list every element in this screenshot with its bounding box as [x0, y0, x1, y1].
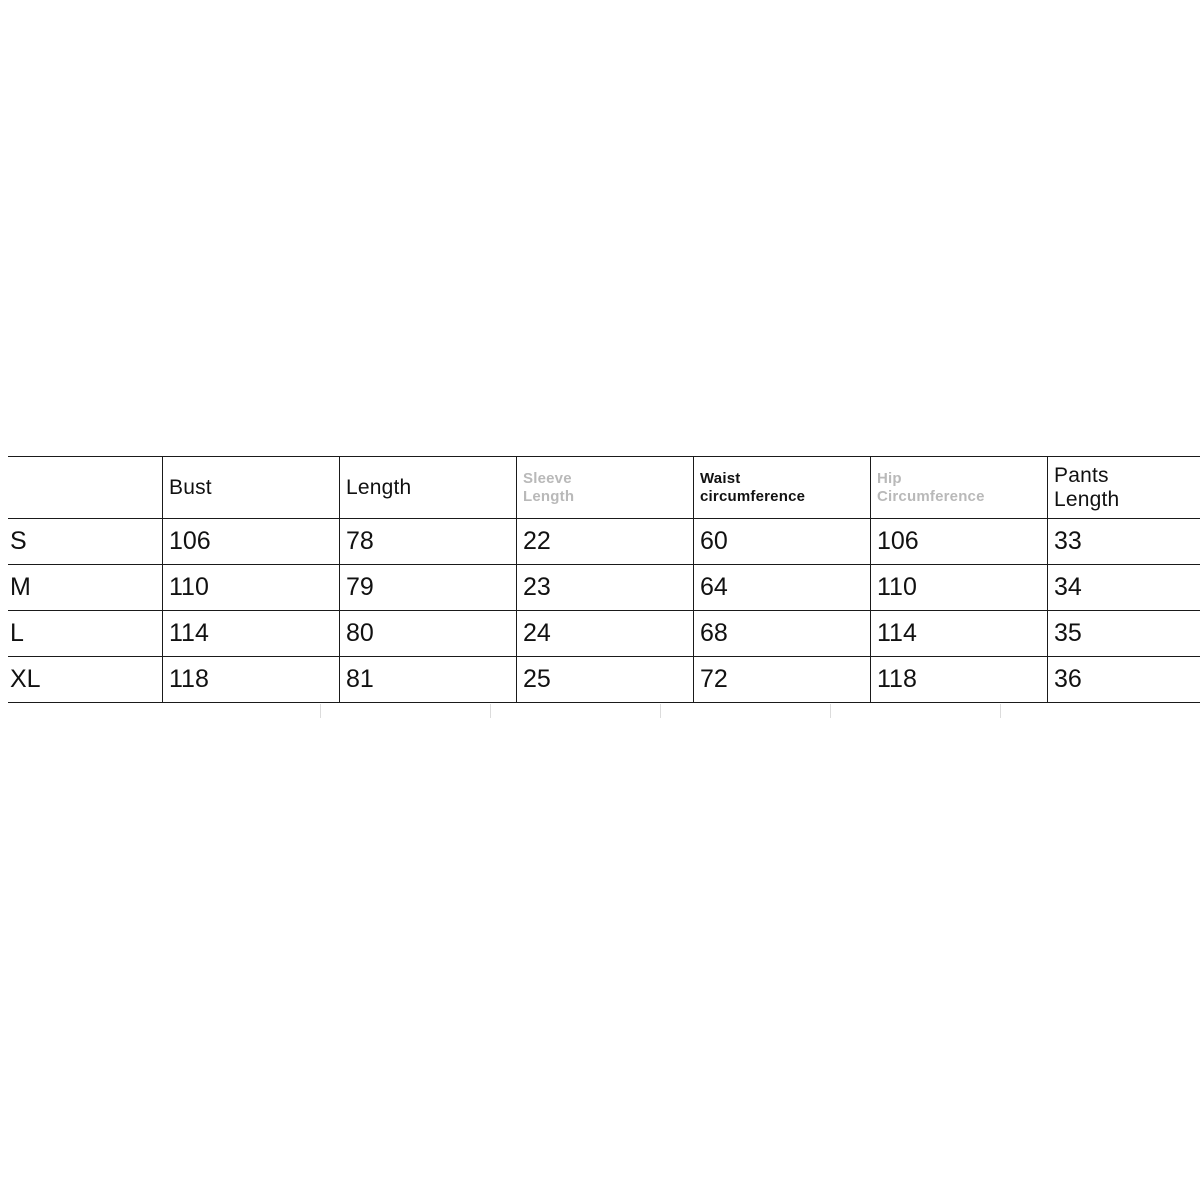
header-sleeve-length-line2: Length [523, 487, 575, 505]
ghost-rule-3 [660, 704, 661, 718]
table-row [8, 657, 1200, 703]
header-bust: Bust [163, 457, 340, 519]
cell-bust: 118 [163, 657, 340, 703]
header-waist-line2: circumference [700, 487, 806, 505]
cell-sleeve-length: 23 [517, 565, 694, 611]
cell-sleeve-length: 22 [517, 519, 694, 565]
ghost-rule-5 [1000, 704, 1001, 718]
cell-length: 81 [340, 657, 517, 703]
cell-pants-length: 33 [1048, 519, 1200, 565]
header-pants-line1: Pants [1054, 463, 1109, 487]
cell-waist: 68 [694, 611, 871, 657]
size-chart-body [8, 519, 1200, 703]
cell-length: 80 [340, 611, 517, 657]
cell-hip: 106 [871, 519, 1048, 565]
cell-hip: 110 [871, 565, 1048, 611]
header-row [8, 457, 1200, 519]
table-row [8, 565, 1200, 611]
header-hip-circumference [871, 457, 1048, 519]
row-size-label: L [8, 611, 163, 657]
table-row [8, 611, 1200, 657]
header-hip-line2: Circumference [877, 487, 985, 505]
cell-bust: 110 [163, 565, 340, 611]
cell-hip: 114 [871, 611, 1048, 657]
row-size-label: XL [8, 657, 163, 703]
header-hip-line1: Hip [877, 470, 902, 488]
cell-hip: 118 [871, 657, 1048, 703]
ghost-rule-4 [830, 704, 831, 718]
cell-length: 79 [340, 565, 517, 611]
header-length: Length [340, 457, 517, 519]
header-pants-length [1048, 457, 1200, 519]
size-chart-container [8, 456, 1188, 703]
cell-waist: 60 [694, 519, 871, 565]
cell-pants-length: 35 [1048, 611, 1200, 657]
cell-bust: 106 [163, 519, 340, 565]
size-chart-table [8, 456, 1200, 703]
cell-waist: 64 [694, 565, 871, 611]
cell-waist: 72 [694, 657, 871, 703]
ghost-rule-1 [320, 704, 321, 718]
cell-bust: 114 [163, 611, 340, 657]
header-sleeve-length-line1: Sleeve [523, 470, 572, 488]
row-size-label: M [8, 565, 163, 611]
table-row [8, 519, 1200, 565]
cell-length: 78 [340, 519, 517, 565]
header-waist-circumference [694, 457, 871, 519]
header-pants-line2: Length [1054, 487, 1120, 511]
header-sleeve-length [517, 457, 694, 519]
ghost-rule-2 [490, 704, 491, 718]
cell-sleeve-length: 25 [517, 657, 694, 703]
header-waist-line1: Waist [700, 470, 741, 488]
cell-pants-length: 36 [1048, 657, 1200, 703]
header-size-corner [8, 457, 163, 519]
size-chart-header [8, 457, 1200, 519]
row-size-label: S [8, 519, 163, 565]
cell-sleeve-length: 24 [517, 611, 694, 657]
cell-pants-length: 34 [1048, 565, 1200, 611]
